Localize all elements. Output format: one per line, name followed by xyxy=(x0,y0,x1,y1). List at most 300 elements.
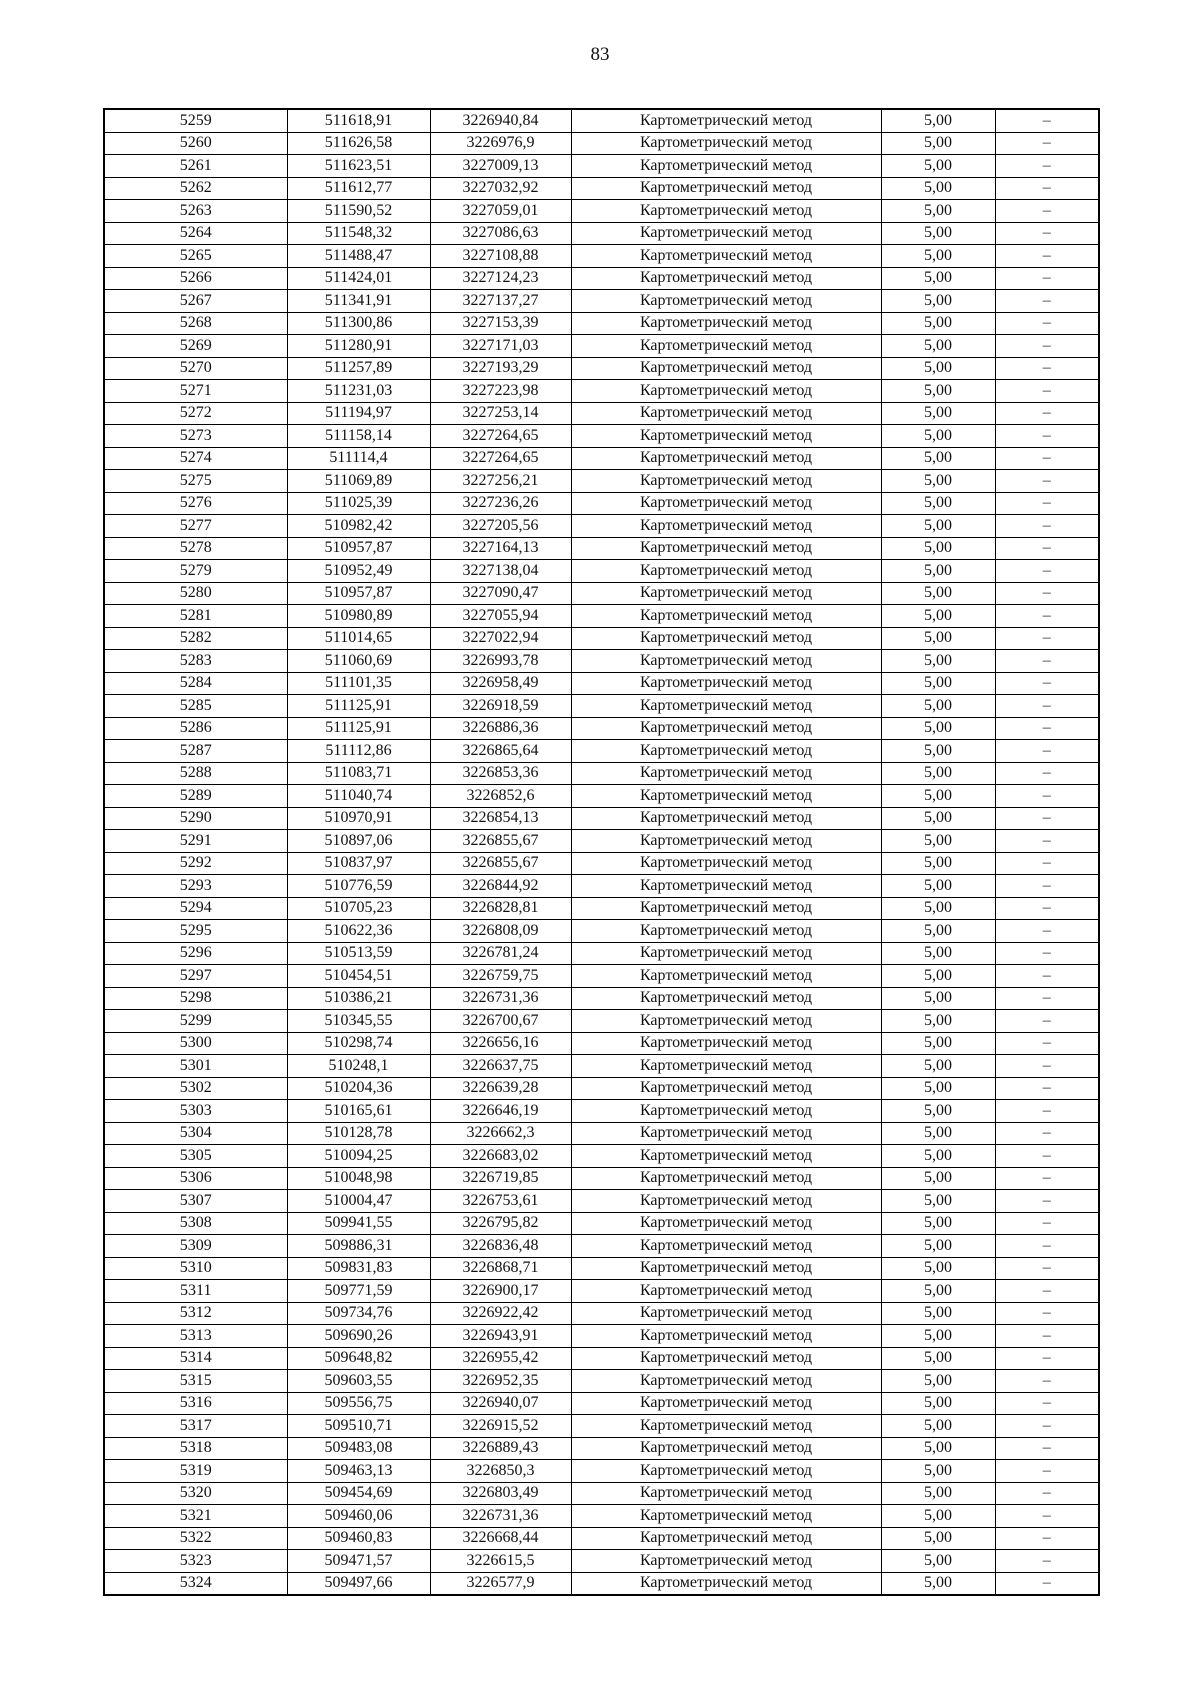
y-coordinate-cell: 3226955,42 xyxy=(430,1347,571,1370)
point-number-cell: 5314 xyxy=(104,1347,287,1370)
table-row xyxy=(104,1392,1099,1415)
accuracy-cell: 5,00 xyxy=(881,1482,995,1505)
note-cell: – xyxy=(995,290,1099,313)
table-row xyxy=(104,245,1099,268)
note-cell: – xyxy=(995,1550,1099,1573)
point-number-cell: 5260 xyxy=(104,132,287,155)
note-cell: – xyxy=(995,627,1099,650)
table-row xyxy=(104,1505,1099,1528)
x-coordinate-cell: 511101,35 xyxy=(287,672,430,695)
note-cell: – xyxy=(995,537,1099,560)
method-cell: Картометрический метод xyxy=(571,1302,881,1325)
method-cell: Картометрический метод xyxy=(571,740,881,763)
note-cell: – xyxy=(995,447,1099,470)
y-coordinate-cell: 3226637,75 xyxy=(430,1055,571,1078)
y-coordinate-cell: 3226844,92 xyxy=(430,875,571,898)
note-cell: – xyxy=(995,1167,1099,1190)
coordinates-table xyxy=(103,108,1100,1596)
note-cell: – xyxy=(995,402,1099,425)
table-row xyxy=(104,492,1099,515)
point-number-cell: 5277 xyxy=(104,515,287,538)
note-cell: – xyxy=(995,1235,1099,1258)
x-coordinate-cell: 511257,89 xyxy=(287,357,430,380)
y-coordinate-cell: 3227205,56 xyxy=(430,515,571,538)
y-coordinate-cell: 3226922,42 xyxy=(430,1302,571,1325)
note-cell: – xyxy=(995,1122,1099,1145)
method-cell: Картометрический метод xyxy=(571,155,881,178)
y-coordinate-cell: 3226918,59 xyxy=(430,695,571,718)
accuracy-cell: 5,00 xyxy=(881,672,995,695)
accuracy-cell: 5,00 xyxy=(881,537,995,560)
table-row xyxy=(104,290,1099,313)
method-cell: Картометрический метод xyxy=(571,515,881,538)
point-number-cell: 5307 xyxy=(104,1190,287,1213)
accuracy-cell: 5,00 xyxy=(881,200,995,223)
table-row xyxy=(104,1347,1099,1370)
x-coordinate-cell: 510165,61 xyxy=(287,1100,430,1123)
accuracy-cell: 5,00 xyxy=(881,335,995,358)
method-cell: Картометрический метод xyxy=(571,1280,881,1303)
accuracy-cell: 5,00 xyxy=(881,1190,995,1213)
accuracy-cell: 5,00 xyxy=(881,1280,995,1303)
x-coordinate-cell: 511194,97 xyxy=(287,402,430,425)
table-row xyxy=(104,852,1099,875)
note-cell: – xyxy=(995,109,1099,132)
method-cell: Картометрический метод xyxy=(571,762,881,785)
point-number-cell: 5274 xyxy=(104,447,287,470)
accuracy-cell: 5,00 xyxy=(881,109,995,132)
y-coordinate-cell: 3227171,03 xyxy=(430,335,571,358)
x-coordinate-cell: 511125,91 xyxy=(287,695,430,718)
note-cell: – xyxy=(995,560,1099,583)
table-row xyxy=(104,380,1099,403)
accuracy-cell: 5,00 xyxy=(881,695,995,718)
y-coordinate-cell: 3227108,88 xyxy=(430,245,571,268)
accuracy-cell: 5,00 xyxy=(881,1460,995,1483)
note-cell: – xyxy=(995,830,1099,853)
point-number-cell: 5322 xyxy=(104,1527,287,1550)
method-cell: Картометрический метод xyxy=(571,177,881,200)
accuracy-cell: 5,00 xyxy=(881,1257,995,1280)
method-cell: Картометрический метод xyxy=(571,222,881,245)
note-cell: – xyxy=(995,222,1099,245)
point-number-cell: 5290 xyxy=(104,807,287,830)
y-coordinate-cell: 3226836,48 xyxy=(430,1235,571,1258)
x-coordinate-cell: 510454,51 xyxy=(287,965,430,988)
note-cell: – xyxy=(995,1100,1099,1123)
table-row xyxy=(104,1010,1099,1033)
table-row xyxy=(104,537,1099,560)
x-coordinate-cell: 510837,97 xyxy=(287,852,430,875)
table-row xyxy=(104,1212,1099,1235)
table-row xyxy=(104,897,1099,920)
y-coordinate-cell: 3226700,67 xyxy=(430,1010,571,1033)
x-coordinate-cell: 509510,71 xyxy=(287,1415,430,1438)
accuracy-cell: 5,00 xyxy=(881,222,995,245)
x-coordinate-cell: 511424,01 xyxy=(287,267,430,290)
method-cell: Картометрический метод xyxy=(571,425,881,448)
table-row xyxy=(104,335,1099,358)
point-number-cell: 5313 xyxy=(104,1325,287,1348)
method-cell: Картометрический метод xyxy=(571,1122,881,1145)
y-coordinate-cell: 3226803,49 xyxy=(430,1482,571,1505)
y-coordinate-cell: 3227256,21 xyxy=(430,470,571,493)
method-cell: Картометрический метод xyxy=(571,717,881,740)
note-cell: – xyxy=(995,1257,1099,1280)
y-coordinate-cell: 3227090,47 xyxy=(430,582,571,605)
y-coordinate-cell: 3226940,84 xyxy=(430,109,571,132)
x-coordinate-cell: 511548,32 xyxy=(287,222,430,245)
y-coordinate-cell: 3226683,02 xyxy=(430,1145,571,1168)
point-number-cell: 5284 xyxy=(104,672,287,695)
accuracy-cell: 5,00 xyxy=(881,492,995,515)
point-number-cell: 5269 xyxy=(104,335,287,358)
point-number-cell: 5320 xyxy=(104,1482,287,1505)
y-coordinate-cell: 3226808,09 xyxy=(430,920,571,943)
point-number-cell: 5309 xyxy=(104,1235,287,1258)
point-number-cell: 5324 xyxy=(104,1572,287,1595)
method-cell: Картометрический метод xyxy=(571,1325,881,1348)
point-number-cell: 5292 xyxy=(104,852,287,875)
x-coordinate-cell: 511231,03 xyxy=(287,380,430,403)
x-coordinate-cell: 509471,57 xyxy=(287,1550,430,1573)
note-cell: – xyxy=(995,1302,1099,1325)
method-cell: Картометрический метод xyxy=(571,447,881,470)
note-cell: – xyxy=(995,1032,1099,1055)
note-cell: – xyxy=(995,1145,1099,1168)
method-cell: Картометрический метод xyxy=(571,1167,881,1190)
point-number-cell: 5321 xyxy=(104,1505,287,1528)
point-number-cell: 5317 xyxy=(104,1415,287,1438)
table-row xyxy=(104,560,1099,583)
point-number-cell: 5266 xyxy=(104,267,287,290)
method-cell: Картометрический метод xyxy=(571,132,881,155)
accuracy-cell: 5,00 xyxy=(881,1055,995,1078)
method-cell: Картометрический метод xyxy=(571,1032,881,1055)
point-number-cell: 5323 xyxy=(104,1550,287,1573)
accuracy-cell: 5,00 xyxy=(881,1302,995,1325)
table-row xyxy=(104,1527,1099,1550)
point-number-cell: 5316 xyxy=(104,1392,287,1415)
accuracy-cell: 5,00 xyxy=(881,290,995,313)
method-cell: Картометрический метод xyxy=(571,605,881,628)
x-coordinate-cell: 510982,42 xyxy=(287,515,430,538)
method-cell: Картометрический метод xyxy=(571,200,881,223)
accuracy-cell: 5,00 xyxy=(881,447,995,470)
point-number-cell: 5270 xyxy=(104,357,287,380)
table-row xyxy=(104,1257,1099,1280)
point-number-cell: 5289 xyxy=(104,785,287,808)
x-coordinate-cell: 509460,06 xyxy=(287,1505,430,1528)
note-cell: – xyxy=(995,1347,1099,1370)
page-number: 83 xyxy=(590,44,610,65)
accuracy-cell: 5,00 xyxy=(881,312,995,335)
accuracy-cell: 5,00 xyxy=(881,402,995,425)
point-number-cell: 5299 xyxy=(104,1010,287,1033)
x-coordinate-cell: 511158,14 xyxy=(287,425,430,448)
y-coordinate-cell: 3226854,13 xyxy=(430,807,571,830)
y-coordinate-cell: 3227236,26 xyxy=(430,492,571,515)
x-coordinate-cell: 511083,71 xyxy=(287,762,430,785)
x-coordinate-cell: 511025,39 xyxy=(287,492,430,515)
y-coordinate-cell: 3226850,3 xyxy=(430,1460,571,1483)
table-row xyxy=(104,1460,1099,1483)
table-row xyxy=(104,1437,1099,1460)
accuracy-cell: 5,00 xyxy=(881,470,995,493)
point-number-cell: 5308 xyxy=(104,1212,287,1235)
point-number-cell: 5315 xyxy=(104,1370,287,1393)
note-cell: – xyxy=(995,1212,1099,1235)
point-number-cell: 5291 xyxy=(104,830,287,853)
note-cell: – xyxy=(995,155,1099,178)
note-cell: – xyxy=(995,1055,1099,1078)
method-cell: Картометрический метод xyxy=(571,290,881,313)
table-row xyxy=(104,1572,1099,1595)
note-cell: – xyxy=(995,312,1099,335)
note-cell: – xyxy=(995,672,1099,695)
point-number-cell: 5303 xyxy=(104,1100,287,1123)
accuracy-cell: 5,00 xyxy=(881,1235,995,1258)
table-row xyxy=(104,1100,1099,1123)
method-cell: Картометрический метод xyxy=(571,492,881,515)
method-cell: Картометрический метод xyxy=(571,582,881,605)
point-number-cell: 5265 xyxy=(104,245,287,268)
accuracy-cell: 5,00 xyxy=(881,852,995,875)
accuracy-cell: 5,00 xyxy=(881,942,995,965)
x-coordinate-cell: 509454,69 xyxy=(287,1482,430,1505)
method-cell: Картометрический метод xyxy=(571,1212,881,1235)
accuracy-cell: 5,00 xyxy=(881,245,995,268)
method-cell: Картометрический метод xyxy=(571,1505,881,1528)
accuracy-cell: 5,00 xyxy=(881,1572,995,1595)
point-number-cell: 5268 xyxy=(104,312,287,335)
table-row xyxy=(104,1280,1099,1303)
accuracy-cell: 5,00 xyxy=(881,920,995,943)
note-cell: – xyxy=(995,515,1099,538)
method-cell: Картометрический метод xyxy=(571,1482,881,1505)
note-cell: – xyxy=(995,695,1099,718)
accuracy-cell: 5,00 xyxy=(881,1505,995,1528)
table-row xyxy=(104,1415,1099,1438)
note-cell: – xyxy=(995,762,1099,785)
x-coordinate-cell: 509771,59 xyxy=(287,1280,430,1303)
method-cell: Картометрический метод xyxy=(571,1055,881,1078)
method-cell: Картометрический метод xyxy=(571,785,881,808)
note-cell: – xyxy=(995,650,1099,673)
accuracy-cell: 5,00 xyxy=(881,965,995,988)
y-coordinate-cell: 3227137,27 xyxy=(430,290,571,313)
table-row xyxy=(104,447,1099,470)
table-row xyxy=(104,357,1099,380)
method-cell: Картометрический метод xyxy=(571,942,881,965)
y-coordinate-cell: 3227264,65 xyxy=(430,447,571,470)
point-number-cell: 5312 xyxy=(104,1302,287,1325)
x-coordinate-cell: 510980,89 xyxy=(287,605,430,628)
x-coordinate-cell: 509556,75 xyxy=(287,1392,430,1415)
accuracy-cell: 5,00 xyxy=(881,177,995,200)
method-cell: Картометрический метод xyxy=(571,402,881,425)
note-cell: – xyxy=(995,425,1099,448)
point-number-cell: 5259 xyxy=(104,109,287,132)
point-number-cell: 5273 xyxy=(104,425,287,448)
accuracy-cell: 5,00 xyxy=(881,897,995,920)
table-row xyxy=(104,920,1099,943)
accuracy-cell: 5,00 xyxy=(881,987,995,1010)
table-row xyxy=(104,1055,1099,1078)
method-cell: Картометрический метод xyxy=(571,335,881,358)
y-coordinate-cell: 3226993,78 xyxy=(430,650,571,673)
x-coordinate-cell: 511040,74 xyxy=(287,785,430,808)
note-cell: – xyxy=(995,852,1099,875)
note-cell: – xyxy=(995,492,1099,515)
table-row xyxy=(104,1190,1099,1213)
accuracy-cell: 5,00 xyxy=(881,830,995,853)
x-coordinate-cell: 511341,91 xyxy=(287,290,430,313)
x-coordinate-cell: 510094,25 xyxy=(287,1145,430,1168)
accuracy-cell: 5,00 xyxy=(881,1550,995,1573)
table-row xyxy=(104,1032,1099,1055)
x-coordinate-cell: 511280,91 xyxy=(287,335,430,358)
table-row xyxy=(104,942,1099,965)
point-number-cell: 5276 xyxy=(104,492,287,515)
table-row xyxy=(104,132,1099,155)
method-cell: Картометрический метод xyxy=(571,109,881,132)
y-coordinate-cell: 3226940,07 xyxy=(430,1392,571,1415)
point-number-cell: 5275 xyxy=(104,470,287,493)
note-cell: – xyxy=(995,897,1099,920)
y-coordinate-cell: 3227153,39 xyxy=(430,312,571,335)
table-row xyxy=(104,1325,1099,1348)
note-cell: – xyxy=(995,1527,1099,1550)
accuracy-cell: 5,00 xyxy=(881,1437,995,1460)
accuracy-cell: 5,00 xyxy=(881,1122,995,1145)
note-cell: – xyxy=(995,987,1099,1010)
accuracy-cell: 5,00 xyxy=(881,1392,995,1415)
y-coordinate-cell: 3226976,9 xyxy=(430,132,571,155)
point-number-cell: 5264 xyxy=(104,222,287,245)
method-cell: Картометрический метод xyxy=(571,1437,881,1460)
method-cell: Картометрический метод xyxy=(571,1527,881,1550)
point-number-cell: 5310 xyxy=(104,1257,287,1280)
point-number-cell: 5279 xyxy=(104,560,287,583)
note-cell: – xyxy=(995,740,1099,763)
note-cell: – xyxy=(995,267,1099,290)
table-row xyxy=(104,470,1099,493)
x-coordinate-cell: 509497,66 xyxy=(287,1572,430,1595)
point-number-cell: 5262 xyxy=(104,177,287,200)
y-coordinate-cell: 3226753,61 xyxy=(430,1190,571,1213)
point-number-cell: 5261 xyxy=(104,155,287,178)
point-number-cell: 5302 xyxy=(104,1077,287,1100)
method-cell: Картометрический метод xyxy=(571,245,881,268)
accuracy-cell: 5,00 xyxy=(881,1077,995,1100)
y-coordinate-cell: 3226577,9 xyxy=(430,1572,571,1595)
accuracy-cell: 5,00 xyxy=(881,650,995,673)
table-row xyxy=(104,830,1099,853)
method-cell: Картометрический метод xyxy=(571,1257,881,1280)
note-cell: – xyxy=(995,965,1099,988)
x-coordinate-cell: 511618,91 xyxy=(287,109,430,132)
accuracy-cell: 5,00 xyxy=(881,560,995,583)
note-cell: – xyxy=(995,605,1099,628)
note-cell: – xyxy=(995,1280,1099,1303)
note-cell: – xyxy=(995,1325,1099,1348)
point-number-cell: 5300 xyxy=(104,1032,287,1055)
x-coordinate-cell: 511300,86 xyxy=(287,312,430,335)
x-coordinate-cell: 509941,55 xyxy=(287,1212,430,1235)
accuracy-cell: 5,00 xyxy=(881,1347,995,1370)
x-coordinate-cell: 510298,74 xyxy=(287,1032,430,1055)
point-number-cell: 5283 xyxy=(104,650,287,673)
note-cell: – xyxy=(995,1437,1099,1460)
point-number-cell: 5311 xyxy=(104,1280,287,1303)
method-cell: Картометрический метод xyxy=(571,875,881,898)
point-number-cell: 5280 xyxy=(104,582,287,605)
method-cell: Картометрический метод xyxy=(571,852,881,875)
note-cell: – xyxy=(995,1460,1099,1483)
y-coordinate-cell: 3227164,13 xyxy=(430,537,571,560)
table-row xyxy=(104,650,1099,673)
note-cell: – xyxy=(995,1415,1099,1438)
accuracy-cell: 5,00 xyxy=(881,605,995,628)
point-number-cell: 5301 xyxy=(104,1055,287,1078)
table-row xyxy=(104,875,1099,898)
method-cell: Картометрический метод xyxy=(571,987,881,1010)
y-coordinate-cell: 3226781,24 xyxy=(430,942,571,965)
y-coordinate-cell: 3227253,14 xyxy=(430,402,571,425)
point-number-cell: 5281 xyxy=(104,605,287,628)
note-cell: – xyxy=(995,807,1099,830)
accuracy-cell: 5,00 xyxy=(881,1370,995,1393)
table-row xyxy=(104,515,1099,538)
method-cell: Картометрический метод xyxy=(571,830,881,853)
accuracy-cell: 5,00 xyxy=(881,785,995,808)
note-cell: – xyxy=(995,942,1099,965)
note-cell: – xyxy=(995,785,1099,808)
x-coordinate-cell: 510513,59 xyxy=(287,942,430,965)
note-cell: – xyxy=(995,1190,1099,1213)
method-cell: Картометрический метод xyxy=(571,1010,881,1033)
note-cell: – xyxy=(995,177,1099,200)
method-cell: Картометрический метод xyxy=(571,1100,881,1123)
y-coordinate-cell: 3226662,3 xyxy=(430,1122,571,1145)
method-cell: Картометрический метод xyxy=(571,672,881,695)
method-cell: Картометрический метод xyxy=(571,1550,881,1573)
x-coordinate-cell: 511626,58 xyxy=(287,132,430,155)
note-cell: – xyxy=(995,1010,1099,1033)
table-row xyxy=(104,402,1099,425)
y-coordinate-cell: 3226855,67 xyxy=(430,852,571,875)
accuracy-cell: 5,00 xyxy=(881,1010,995,1033)
note-cell: – xyxy=(995,245,1099,268)
table-row xyxy=(104,807,1099,830)
x-coordinate-cell: 509886,31 xyxy=(287,1235,430,1258)
note-cell: – xyxy=(995,1370,1099,1393)
y-coordinate-cell: 3227032,92 xyxy=(430,177,571,200)
point-number-cell: 5306 xyxy=(104,1167,287,1190)
note-cell: – xyxy=(995,1392,1099,1415)
point-number-cell: 5287 xyxy=(104,740,287,763)
method-cell: Картометрический метод xyxy=(571,1415,881,1438)
point-number-cell: 5297 xyxy=(104,965,287,988)
method-cell: Картометрический метод xyxy=(571,965,881,988)
y-coordinate-cell: 3226943,91 xyxy=(430,1325,571,1348)
table-row xyxy=(104,1122,1099,1145)
point-number-cell: 5272 xyxy=(104,402,287,425)
method-cell: Картометрический метод xyxy=(571,537,881,560)
accuracy-cell: 5,00 xyxy=(881,357,995,380)
method-cell: Картометрический метод xyxy=(571,1190,881,1213)
